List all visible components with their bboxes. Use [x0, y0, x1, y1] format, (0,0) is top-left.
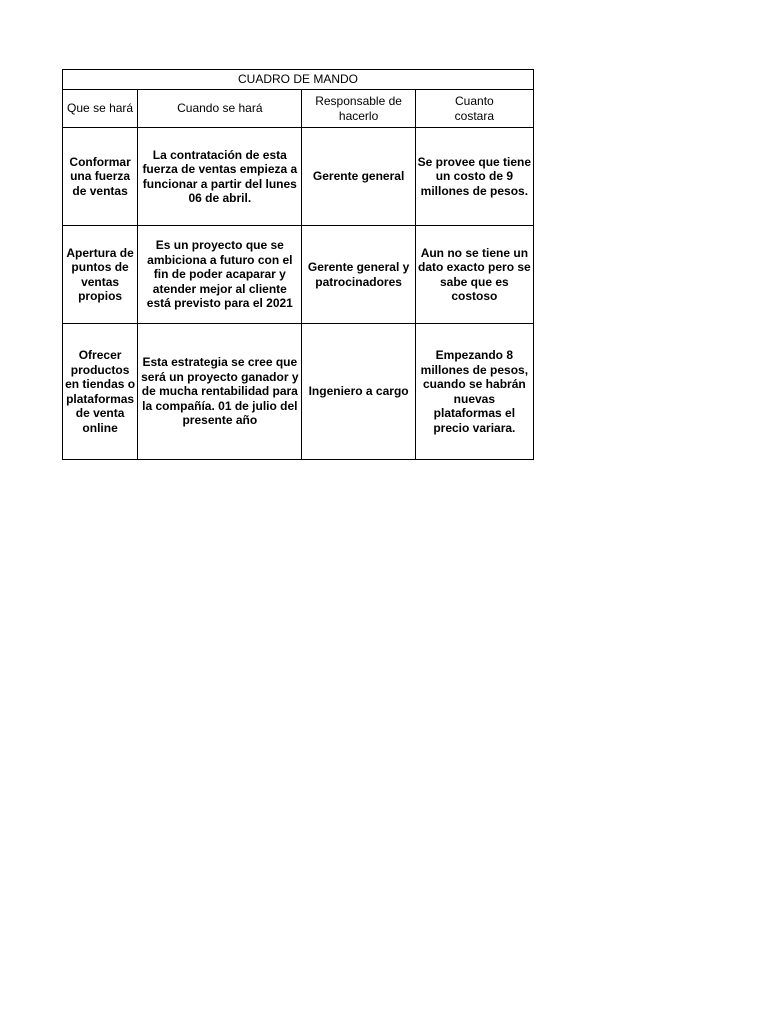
header-label: Que se hará	[67, 101, 134, 116]
table-row	[63, 128, 534, 226]
header-label: Responsable de hacerlo	[315, 94, 402, 123]
table-title: CUADRO DE MANDO	[63, 70, 534, 90]
cell-text: Ingeniero a cargo	[308, 384, 409, 399]
header-cuanto-costara	[415, 90, 533, 128]
table-cell	[63, 128, 138, 226]
header-responsable	[302, 90, 415, 128]
cell-text: Es un proyecto que se ambiciona a futuro con el fin de poder acaparar y atender mejor al cliente está previsto para el 2021	[146, 238, 293, 311]
table-cell	[415, 226, 533, 324]
table-row	[63, 324, 534, 460]
table-cell	[302, 226, 415, 324]
table-cell	[63, 226, 138, 324]
header-label: Cuando se hará	[177, 101, 263, 116]
table-cell	[415, 128, 533, 226]
cell-text: La contratación de esta fuerza de ventas empieza a funcionar a partir del lunes 06 de abril.	[142, 147, 298, 205]
header-que-se-hara	[63, 90, 138, 128]
table-row	[63, 226, 534, 324]
header-cuando-se-hara	[138, 90, 302, 128]
cell-text: Gerente general y patrocinadores	[307, 260, 410, 289]
table-cell	[138, 128, 302, 226]
table-cell	[415, 324, 533, 460]
cell-text: Se provee que tiene un costo de 9 millones de pesos.	[417, 154, 532, 198]
table-cell	[302, 128, 415, 226]
cell-text: Apertura de puntos de ventas propios	[66, 245, 134, 303]
table-cell	[138, 226, 302, 324]
cell-text: Ofrecer productos en tiendas o plataformas de venta online	[65, 348, 136, 435]
table-cell	[138, 324, 302, 460]
table-title-row	[63, 70, 534, 90]
cell-text: Empezando 8 millones de pesos, cuando se habrán nuevas plataformas el precio variara.	[420, 348, 529, 435]
cuadro-de-mando-table	[62, 69, 534, 460]
table-cell	[63, 324, 138, 460]
table-cell	[302, 324, 415, 460]
cell-text: Conformar una fuerza de ventas	[69, 154, 131, 198]
cell-text: Gerente general	[312, 169, 405, 184]
table-header-row	[63, 90, 534, 128]
cell-text: Esta estrategia se cree que será un proyecto ganador y de mucha rentabilidad para la compañía. 01 de julio del presente año	[141, 355, 299, 428]
cell-text: Aun no se tiene un dato exacto pero se sabe que es costoso	[418, 245, 531, 303]
header-label: Cuanto costara	[454, 94, 495, 123]
